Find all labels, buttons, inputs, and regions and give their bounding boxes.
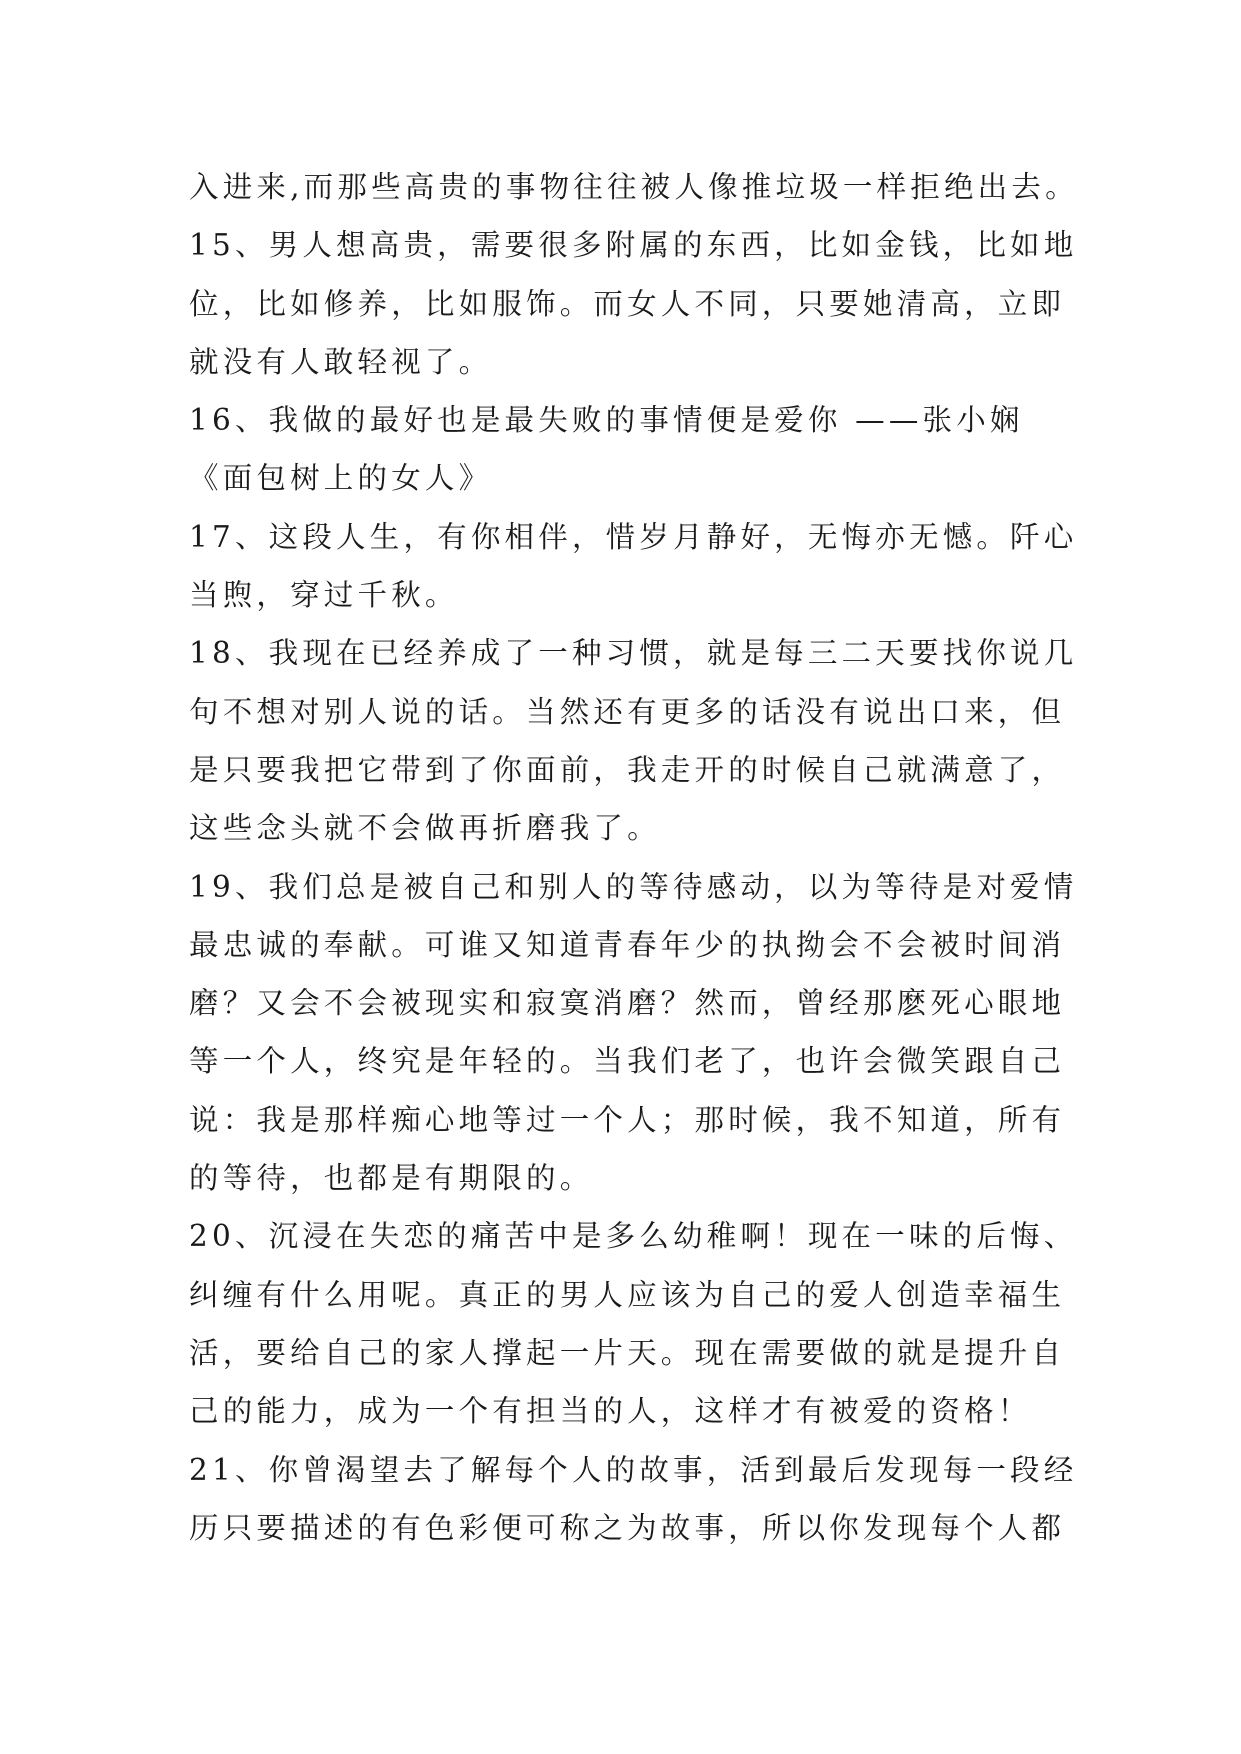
text-line: 就没有人敢轻视了。 <box>189 344 493 379</box>
text-line: 这些念头就不会做再折磨我了。 <box>189 811 661 846</box>
text-line: 21、你曾渴望去了解每个人的故事，活到最后发现每一段经 <box>189 1452 1078 1487</box>
text-line: 句不想对别人说的话。当然还有更多的话没有说出口来，但 <box>189 694 1066 729</box>
text-line: 15、男人想高贵，需要很多附属的东西，比如金钱，比如地 <box>189 228 1078 263</box>
text-line: 19、我们总是被自己和别人的等待感动，以为等待是对爱情 <box>189 869 1078 904</box>
text-line: 纠缠有什么用呢。真正的男人应该为自己的爱人创造幸福生 <box>189 1277 1066 1312</box>
text-line: 17、这段人生，有你相伴，惜岁月静好，无悔亦无憾。阡心 <box>189 519 1078 554</box>
text-line: 等一个人，终究是年轻的。当我们老了，也许会微笑跟自己 <box>189 1044 1066 1079</box>
text-line: 活，要给自己的家人撑起一片天。现在需要做的就是提升自 <box>189 1335 1066 1370</box>
text-line: 说：我是那样痴心地等过一个人；那时候，我不知道，所有 <box>189 1102 1066 1137</box>
text-line: 当煦，穿过千秋。 <box>189 578 459 613</box>
text-line: 位，比如修养，比如服饰。而女人不同，只要她清高，立即 <box>189 286 1066 321</box>
text-line: 20、沉浸在失恋的痛苦中是多么幼稚啊！现在一味的后悔、 <box>189 1219 1078 1254</box>
text-line: 入进来,而那些高贵的事物往往被人像推垃圾一样拒绝出去。 <box>189 170 1079 204</box>
text-line: 16、我做的最好也是最失败的事情便是爱你 ——张小娴 <box>189 403 1024 438</box>
text-line: 最忠诚的奉献。可谁又知道青春年少的执拗会不会被时间消 <box>189 927 1066 962</box>
text-line: 是只要我把它带到了你面前，我走开的时候自己就满意了， <box>189 752 1066 787</box>
document-body <box>189 158 1089 1557</box>
text-line: 历只要描述的有色彩便可称之为故事，所以你发现每个人都 <box>189 1510 1066 1545</box>
text-line: 《面包树上的女人》 <box>189 461 493 496</box>
text-line: 己的能力，成为一个有担当的人，这样才有被爱的资格！ <box>189 1394 1032 1429</box>
text-line: 的等待，也都是有期限的。 <box>189 1161 594 1196</box>
text-line: 磨？又会不会被现实和寂寞消磨？然而，曾经那麽死心眼地 <box>189 986 1066 1021</box>
text-line: 18、我现在已经养成了一种习惯，就是每三二天要找你说几 <box>189 636 1078 671</box>
